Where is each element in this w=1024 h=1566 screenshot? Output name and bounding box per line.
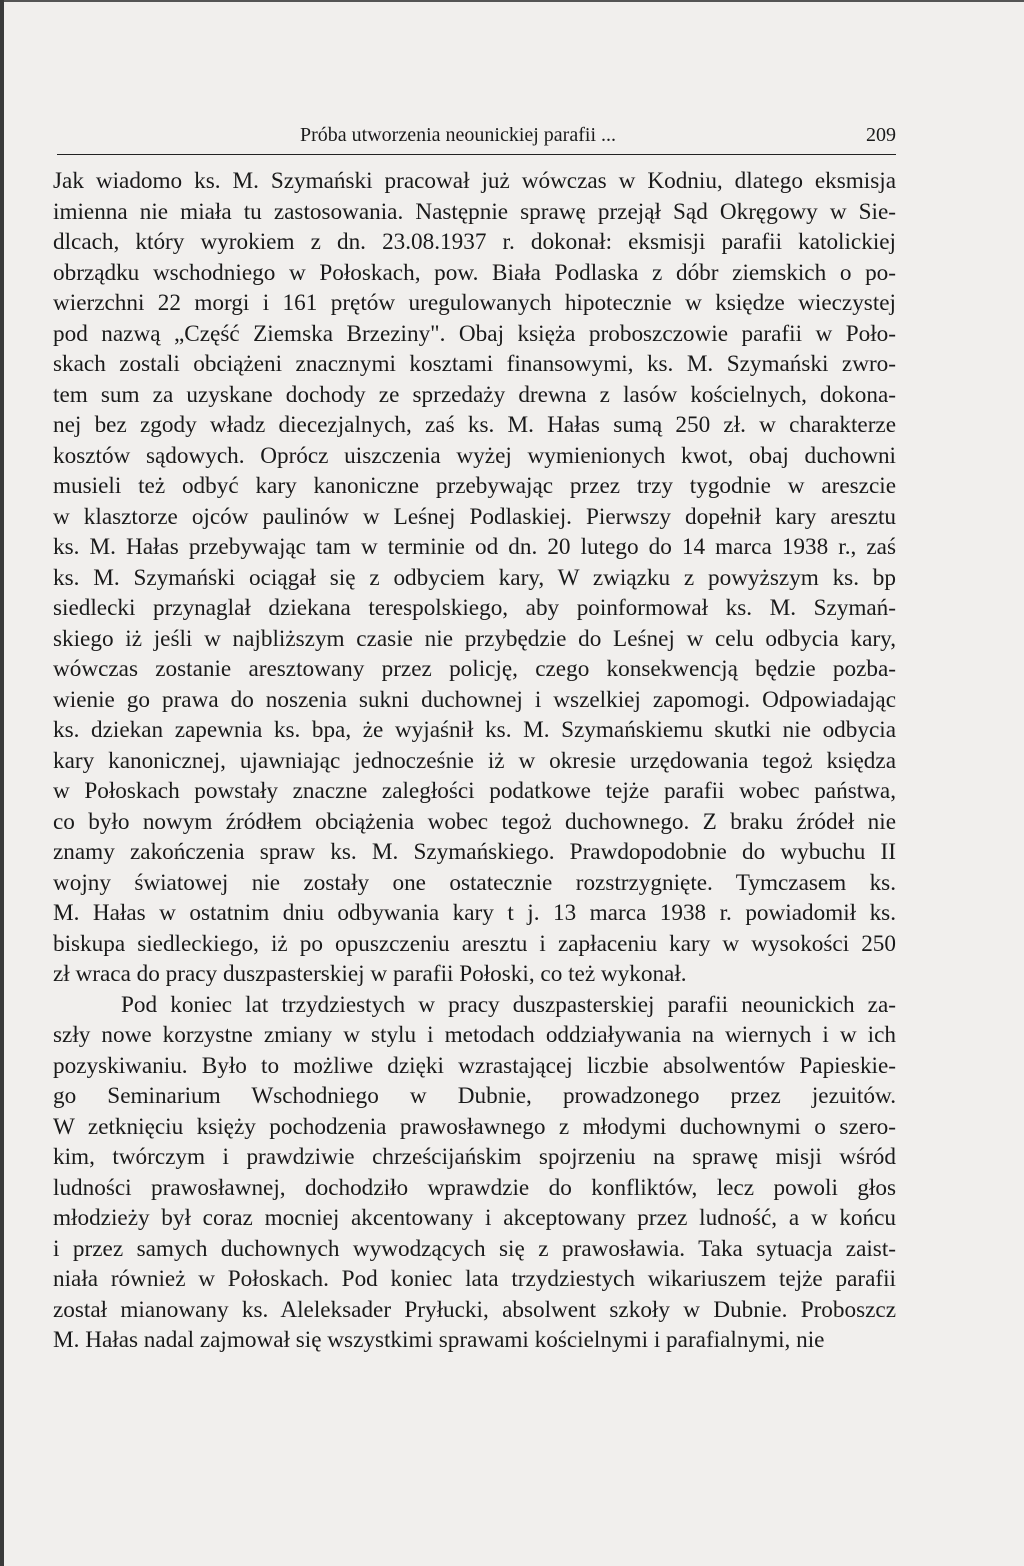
text-line: siedlecki przynaglał dziekana terespolskiego, aby poinformował ks. M. Szymań-	[53, 595, 896, 621]
text-line: pozyskiwaniu. Było to możliwe dzięki wzrastającej liczbie absolwentów Papieskie-	[53, 1052, 896, 1079]
text-line: niała również w Połoskach. Pod koniec lata trzydziestych wikariuszem tejże parafii	[53, 1266, 896, 1292]
text-line: M. Hałas nadal zajmował się wszystkimi sprawami kościelnymi i parafialnymi, nie	[53, 1327, 825, 1353]
text-line: i przez samych duchownych wywodzących się z prawosławia. Taka sytuacja zaist-	[53, 1235, 896, 1262]
text-line: ks. dziekan zapewnia ks. bpa, że wyjaśnił ks. M. Szymańskiemu skutki nie odbycia	[53, 717, 896, 743]
text-line: został mianowany ks. Aleleksader Pryłucki, absolwent szkoły w Dubnie. Proboszcz	[53, 1296, 896, 1323]
running-title: Próba utworzenia neounickiej parafii ...	[300, 124, 616, 146]
text-line: znamy zakończenia spraw ks. M. Szymańskiego. Prawdopodobnie do wybuchu II	[53, 839, 896, 865]
text-line: go Seminarium Wschodniego w Dubnie, prowadzonego przez jezuitów.	[53, 1083, 896, 1109]
text-line: tem sum za uzyskane dochody ze sprzedaży drewna z lasów kościelnych, dokona-	[53, 381, 896, 408]
text-line: kosztów sądowych. Oprócz uiszczenia wyżej wymienionych kwot, obaj duchowni	[53, 442, 896, 469]
text-line: skiego iż jeśli w najbliższym czasie nie przybędzie do Leśnej w celu odbycia kary,	[53, 625, 896, 652]
text-line: ludności prawosławnej, dochodziło wprawdzie do konfliktów, lecz powoli głos	[53, 1174, 896, 1201]
text-line: wienie go prawa do noszenia sukni duchownej i wszelkiej zapomogi. Odpowiadając	[53, 686, 896, 713]
text-line: w Połoskach powstały znaczne zaległości podatkowe tejże parafii wobec państwa,	[53, 778, 896, 804]
text-line: W zetknięciu księży pochodzenia prawosławnego z młodymi duchownymi o szero-	[53, 1113, 896, 1140]
text-line: młodzieży był coraz mocniej akcentowany i akceptowany przez ludność, a w końcu	[53, 1205, 896, 1231]
text-line: kary kanonicznej, ujawniając jednocześnie iż w okresie urzędowania tegoż księdza	[53, 747, 896, 774]
page-number: 209	[866, 124, 896, 146]
text-line: wojny światowej nie zostały one ostatecznie rozstrzygnięte. Tymczasem ks.	[53, 869, 896, 896]
text-line: zł wraca do pracy duszpasterskiej w parafii Połoski, co też wykonał.	[53, 961, 687, 987]
text-line: dlcach, który wyrokiem z dn. 23.08.1937 r. dokonał: eksmisji parafii katolickiej	[53, 229, 896, 255]
text-line: kim, twórczym i prawdziwie chrześcijańskim spojrzeniu na sprawę misji wśród	[53, 1144, 896, 1170]
text-line: M. Hałas w ostatnim dniu odbywania kary t j. 13 marca 1938 r. powiadomił ks.	[53, 900, 896, 926]
text-line: wierzchni 22 morgi i 161 prętów uregulowanych hipotecznie w księdze wieczystej	[53, 290, 896, 316]
text-line: szły nowe korzystne zmiany w stylu i metodach oddziaływania na wiernych i w ich	[53, 1022, 896, 1048]
book-page	[4, 2, 1024, 1566]
text-line: nej bez zgody władz diecezjalnych, zaś ks. M. Hałas sumą 250 zł. w charakterze	[53, 412, 896, 438]
text-line: co było nowym źródłem obciążenia wobec tegoż duchownego. Z braku źródeł nie	[53, 808, 896, 835]
running-header	[57, 122, 896, 155]
text-line: ks. M. Hałas przebywając tam w terminie od dn. 20 lutego do 14 marca 1938 r., zaś	[53, 534, 896, 560]
text-line: imienna nie miała tu zastosowania. Następnie sprawę przejął Sąd Okręgowy w Sie-	[53, 198, 896, 225]
text-line: Pod koniec lat trzydziestych w pracy duszpasterskiej parafii neounickich za-	[121, 991, 896, 1018]
paragraph	[53, 166, 896, 990]
text-line: ks. M. Szymański ociągał się z odbyciem kary, W związku z powyższym ks. bp	[53, 564, 896, 591]
text-line: biskupa siedleckiego, iż po opuszczeniu aresztu i zapłaceniu kary w wysokości 250	[53, 930, 896, 957]
text-line: musieli też odbyć kary kanoniczne przebywając przez trzy tygodnie w areszcie	[53, 473, 896, 499]
text-line: Jak wiadomo ks. M. Szymański pracował już wówczas w Kodniu, dlatego eksmisja	[53, 168, 896, 194]
text-line: pod nazwą „Część Ziemska Brzeziny". Obaj księża proboszczowie parafii w Poło-	[53, 320, 896, 347]
text-line: w klasztorze ojców paulinów w Leśnej Podlaskiej. Pierwszy dopełnił kary aresztu	[53, 503, 896, 530]
text-line: skach zostali obciążeni znacznymi kosztami finansowymi, ks. M. Szymański zwro-	[53, 351, 896, 377]
body-text	[53, 166, 896, 1356]
text-line: obrządku wschodniego w Połoskach, pow. Biała Podlaska z dóbr ziemskich o po-	[53, 259, 896, 286]
paragraph	[53, 990, 896, 1356]
text-line: wówczas zostanie aresztowany przez policję, czego konsekwencją będzie pozba-	[53, 656, 896, 682]
